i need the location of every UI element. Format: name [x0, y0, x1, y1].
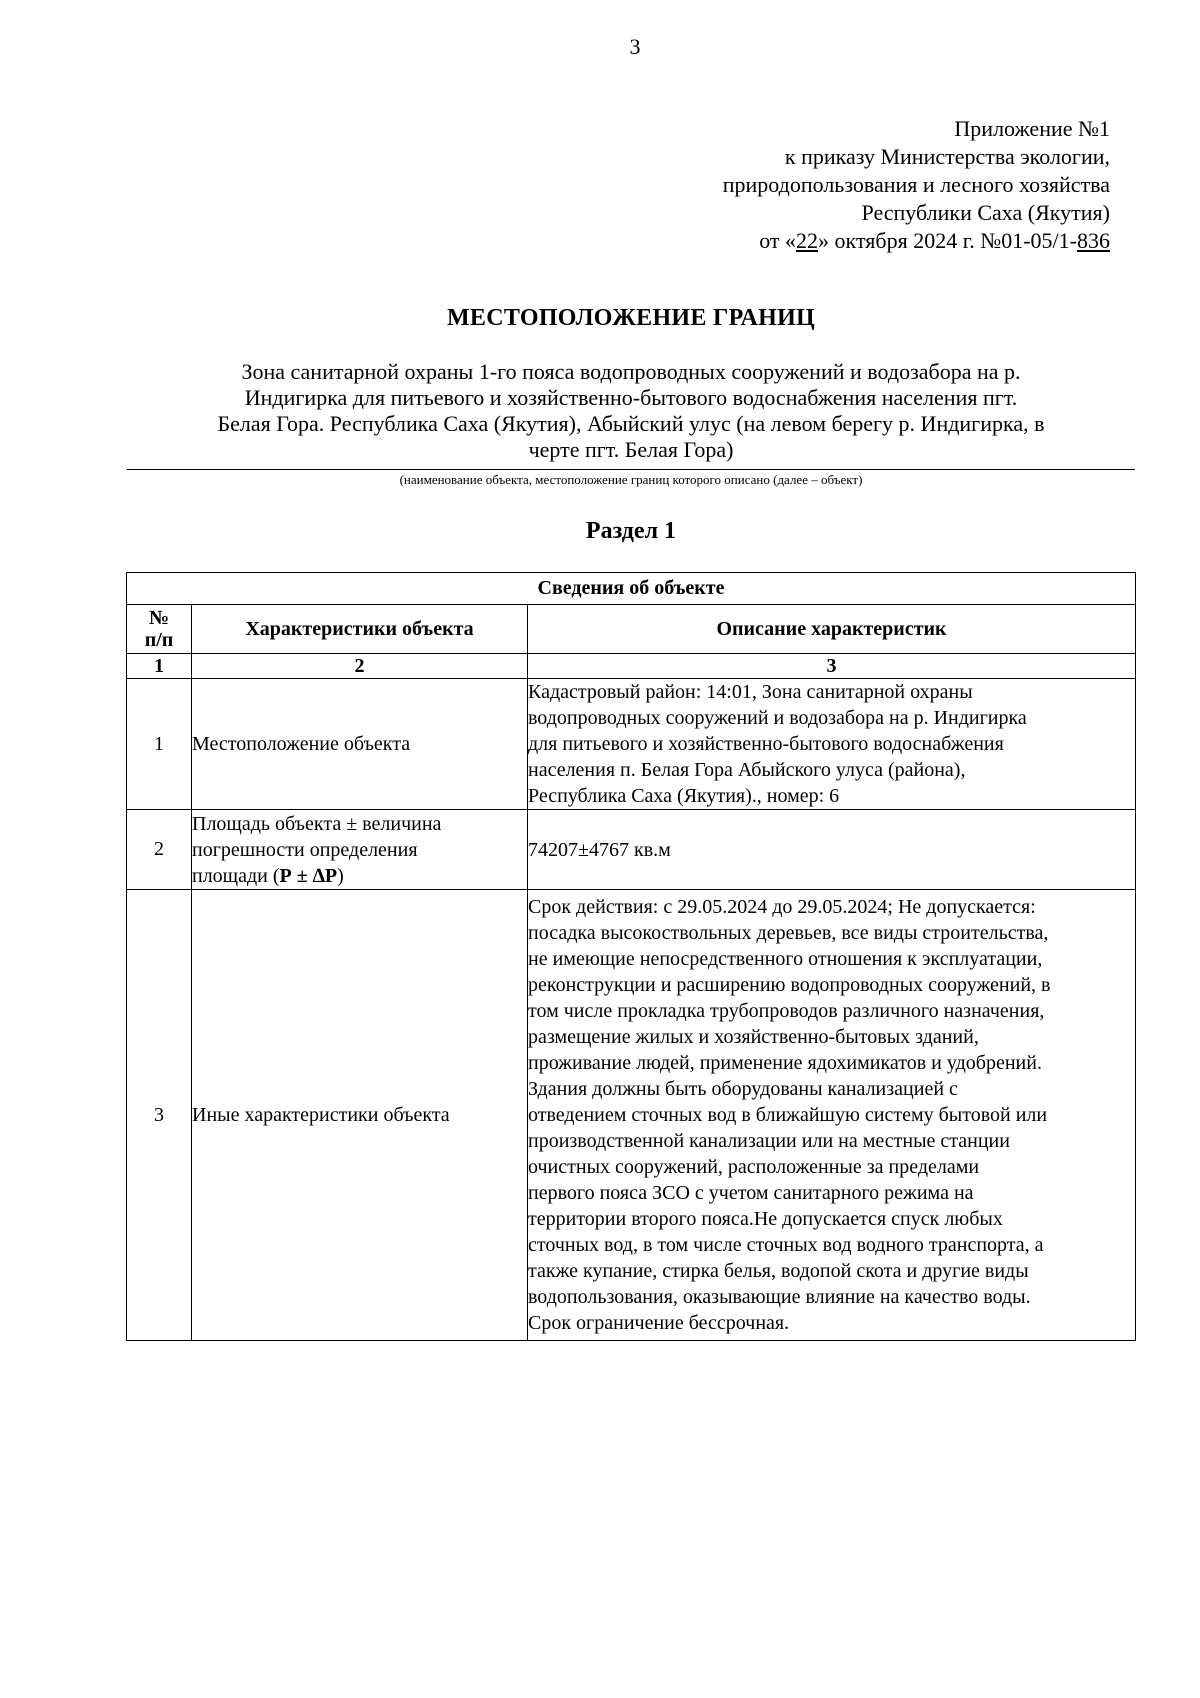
description-line: посадка высокоствольных деревьев, все виды строительства, [528, 922, 1049, 944]
description-line: Срок ограничение бессрочная. [528, 1312, 790, 1334]
row-index: 2 [127, 810, 192, 890]
column-number: 2 [192, 654, 528, 679]
object-name-line: черте пгт. Белая Гора) [528, 437, 734, 462]
characteristic-line: Местоположение объекта [192, 733, 411, 755]
characteristic-line: погрешности определения [192, 838, 418, 861]
characteristic-area-prefix: площади ( [192, 864, 280, 887]
description-line: населения п. Белая Гора Абыйского улуса (района), [528, 759, 966, 781]
description-line: 74207±4767 кв.м [528, 838, 671, 861]
document-title: МЕСТОПОЛОЖЕНИЕ ГРАНИЦ [446, 305, 816, 331]
section-title: Раздел 1 [585, 518, 677, 544]
row-characteristic [192, 890, 528, 1341]
row-description [528, 810, 1136, 890]
object-name-line: Белая Гора. Республика Саха (Якутия), Абыйский улус (на левом берегу р. Индигирка, в [217, 411, 1045, 436]
description-line: Республика Саха (Якутия)., номер: 6 [528, 785, 840, 807]
appendix-header [510, 115, 1110, 255]
row-characteristic [192, 679, 528, 810]
header-characteristics: Характеристики объекта [192, 605, 528, 654]
description-line: водопроводных сооружений и водозабора на р. Индигирка [528, 707, 1027, 729]
characteristic-line [192, 863, 527, 889]
description-line: также купание, стирка белья, водопой скота и другие виды [528, 1260, 1029, 1282]
characteristic-area-formula: Р ± ∆Р [279, 864, 338, 887]
row-index: 3 [127, 890, 192, 1341]
page-number: 3 [629, 34, 641, 59]
description-line: производственной канализации или на местные станции [528, 1130, 1010, 1152]
object-name-caption: (наименование объекта, местоположение границ которого описано (далее – объект) [399, 472, 863, 487]
description-line: водопользования, оказывающие влияние на качество воды. [528, 1286, 1031, 1308]
description-line: Здания должны быть оборудованы канализацией с [528, 1078, 958, 1100]
table-row [127, 679, 1136, 810]
table-header-row [127, 605, 1136, 654]
description-line: очистных сооружений, расположенные за пределами [528, 1156, 980, 1178]
description-line: проживание людей, применение ядохимикатов и удобрений. [528, 1052, 1042, 1074]
object-info-table [126, 572, 1136, 1341]
order-date-middle: » октября 2024 г. №01-05/1- [818, 228, 1077, 253]
order-date-day: 22 [796, 228, 819, 253]
table-row [127, 810, 1136, 890]
description-line: территории второго пояса.Не допускается спуск любых [528, 1208, 1003, 1230]
characteristic-area-suffix: ) [337, 864, 344, 887]
header-number [127, 605, 192, 654]
order-date-prefix: от « [759, 228, 797, 253]
appendix-line: природопользования и лесного хозяйства [722, 172, 1110, 197]
description-line: сточных вод, в том числе сточных вод водного транспорта, а [528, 1234, 1044, 1256]
row-index: 1 [127, 679, 192, 810]
table-caption: Сведения об объекте [127, 573, 1136, 605]
column-numbers-row [127, 654, 1136, 679]
object-name-underline [127, 469, 1135, 470]
table-row [127, 890, 1136, 1341]
order-date-line [510, 227, 1110, 255]
header-number-line2: п/п [144, 629, 174, 651]
description-line: для питьевого и хозяйственно-бытового водоснабжения [528, 733, 1004, 755]
description-line: Кадастровый район: 14:01, Зона санитарной охраны [528, 681, 973, 703]
description-line: отведением сточных вод в ближайшую систему бытовой или [528, 1104, 1048, 1126]
column-number: 3 [528, 654, 1136, 679]
row-description [528, 890, 1136, 1341]
row-characteristic [192, 810, 528, 890]
description-line: первого пояса ЗСО с учетом санитарного режима на [528, 1182, 974, 1204]
row-description [528, 679, 1136, 810]
object-name-line: Зона санитарной охраны 1-го пояса водопроводных сооружений и водозабора на р. [241, 359, 1021, 384]
characteristic-line: Площадь объекта ± величина [192, 812, 442, 835]
header-description: Описание характеристик [528, 605, 1136, 654]
characteristic-line: Иные характеристики объекта [192, 1104, 450, 1126]
appendix-line: Приложение №1 [954, 116, 1110, 141]
appendix-line: к приказу Министерства экологии, [784, 144, 1110, 169]
table-caption-row [127, 573, 1136, 605]
order-number: 836 [1077, 228, 1110, 253]
object-name [127, 359, 1135, 463]
description-line: не имеющие непосредственного отношения к эксплуатации, [528, 948, 1043, 970]
column-number: 1 [127, 654, 192, 679]
description-line: Срок действия: с 29.05.2024 до 29.05.2024; Не допускается: [528, 896, 1036, 918]
header-number-line1: № [148, 607, 170, 629]
description-line: том числе прокладка трубопроводов различного назначения, [528, 1000, 1045, 1022]
description-line: размещение жилых и хозяйственно-бытовых зданий, [528, 1026, 979, 1048]
description-line: реконструкции и расширению водопроводных сооружений, в [528, 974, 1051, 996]
appendix-line: Республики Саха (Якутия) [861, 200, 1110, 225]
object-name-line: Индигирка для питьевого и хозяйственно-бытового водоснабжения населения пгт. [244, 385, 1018, 410]
